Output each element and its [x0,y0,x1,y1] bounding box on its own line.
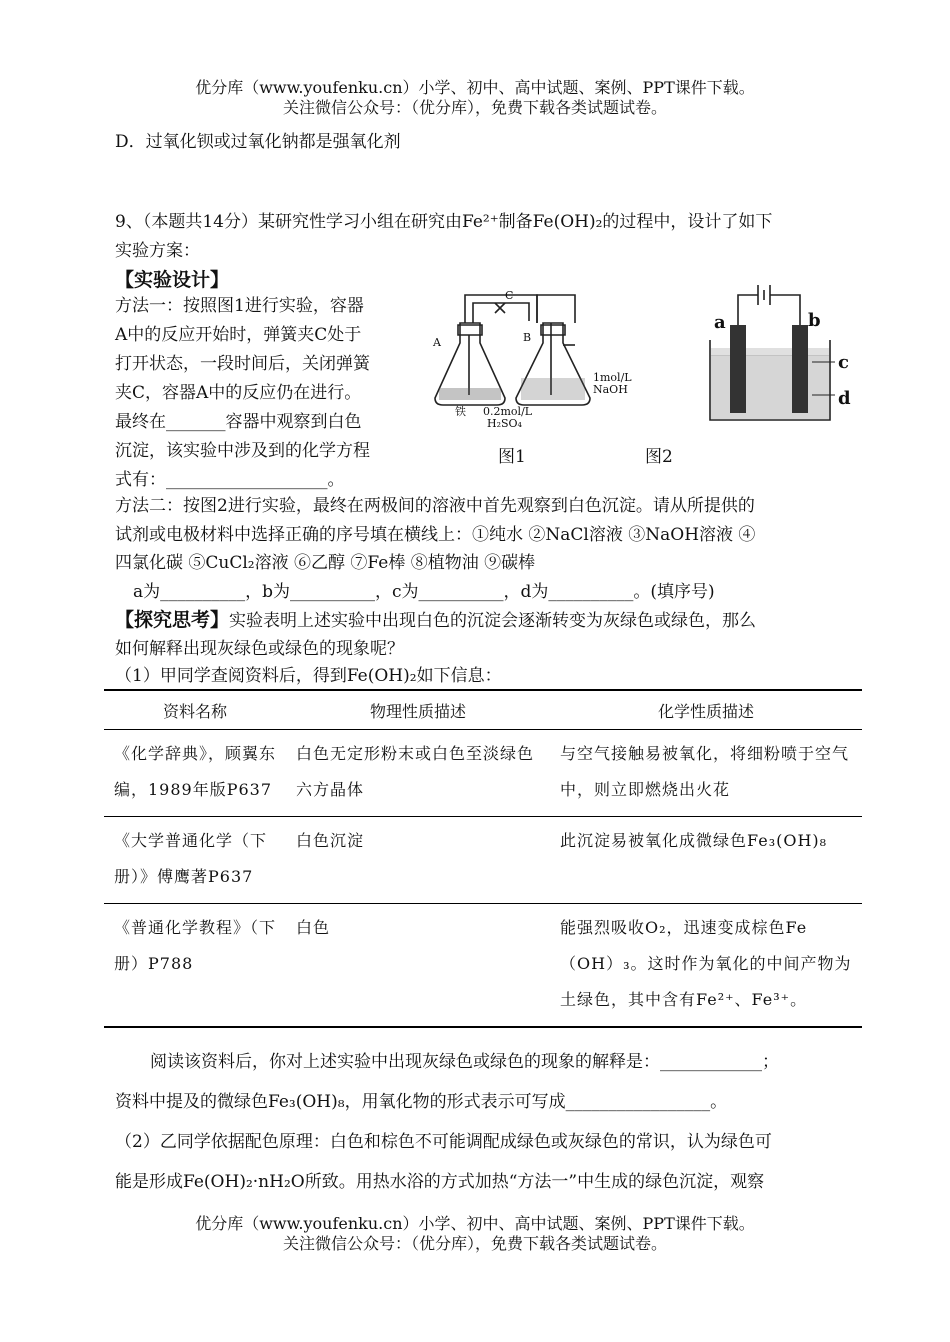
header-line-2: 关注微信公众号：（优分库），免费下载各类试题试卷。 [282,98,667,117]
fig1-naoh-conc: 1mol/L [593,371,632,384]
part2-line-1: （2）乙同学依据配色原理：白色和棕色不可能调配成绿色或灰绿色的常识，认为绿色可 [115,1132,772,1152]
explanation-line-2: 资料中提及的微绿色Fe₃(OH)₈，用氧化物的形式表示可写成_________________。 [115,1092,728,1112]
table-header-row [104,690,862,730]
table-header: 资料名称 [104,690,286,730]
figure-2-caption: 图2 [645,447,673,467]
table-cell: 《大学普通化学（下册）》傅鹰著P637 [104,817,286,904]
method1-line: 沉淀，该实验中涉及到的化学方程 [115,441,370,461]
table-row [104,817,862,904]
feoh2-info-table [104,689,862,1028]
table-cell: 白色 [286,904,550,1028]
method1-line: 方法一：按照图1进行实验，容器 [115,296,364,316]
table-cell: 与空气接触易被氧化，将细粉喷于空气中，则立即燃烧出火花 [550,730,862,817]
design-title: 【实验设计】 [115,269,230,291]
method2-line: 四氯化碳 ⑤CuCl₂溶液 ⑥乙醇 ⑦Fe棒 ⑧植物油 ⑨碳棒 [115,553,536,573]
table-cell: 白色沉淀 [286,817,550,904]
method2-line: 试剂或电极材料中选择正确的序号填在横线上：①纯水 ②NaCl溶液 ③NaOH溶液 ④ [115,525,756,545]
method1-block [115,292,415,495]
fig2-label-d: d [838,388,851,409]
method2-line: 方法二：按图2进行实验，最终在两极间的溶液中首先观察到白色沉淀。请从所提供的 [115,496,755,516]
part1-intro: （1）甲同学查阅资料后，得到Fe(OH)₂如下信息： [115,666,502,686]
figure-1-apparatus [425,283,650,433]
method1-line: 打开状态，一段时间后，关闭弹簧 [115,354,370,374]
table-cell: 《化学辞典》，顾翼东编，1989年版P637 [104,730,286,817]
table-header: 化学性质描述 [550,690,862,730]
table-cell: 白色无定形粉末或白色至淡绿色六方晶体 [286,730,550,817]
fig1-h2so4-conc: 0.2mol/L [483,405,533,418]
explore-line-2: 如何解释出现灰绿色或绿色的现象呢？ [115,639,404,659]
table-header: 物理性质描述 [286,690,550,730]
table-cell: 《普通化学教程》（下册）P788 [104,904,286,1028]
fig2-label-c: c [838,352,849,373]
fig1-h2so4: H₂SO₄ [487,417,522,430]
figure-2-electrolysis [700,280,860,430]
fig2-label-a: a [714,312,726,333]
fig1-label-c: C [505,289,514,302]
explore-line-1: 实验表明上述实验中出现白色的沉淀会逐渐转变为灰绿色或绿色，那么 [229,611,757,631]
footer-line-2: 关注微信公众号：（优分库），免费下载各类试题试卷。 [282,1234,667,1253]
table-cell: 此沉淀易被氧化成微绿色Fe₃(OH)₈ [550,817,862,904]
method2-answers: a为__________，b为__________，c为__________，d为__________。(填序号) [133,582,715,602]
fig1-iron: 铁 [455,405,466,418]
q9-intro-2: 实验方案： [115,241,200,261]
explore-title: 【探究思考】 [115,609,230,631]
method1-line: 式有：___________________。 [115,470,345,490]
method1-line: A中的反应开始时，弹簧夹C处于 [115,325,362,345]
fig1-naoh: NaOH [593,383,628,396]
footer-line-1: 优分库（www.youfenku.cn）小学、初中、高中试题、案例、PPT课件下载。 [195,1214,755,1233]
q9-intro-1: 9、（本题共14分）某研究性学习小组在研究由Fe²⁺制备Fe(OH)₂的过程中，设计了如下 [115,212,773,232]
table-cell: 能强烈吸收O₂，迅速变成棕色Fe（OH）₃。这时作为氧化的中间产物为土绿色，其中含有Fe²⁺、Fe³⁺。 [550,904,862,1028]
part2-line-2: 能是形成Fe(OH)₂·nH₂O所致。用热水浴的方式加热“方法一”中生成的绿色沉淀，观察 [115,1172,765,1192]
header-line-1: 优分库（www.youfenku.cn）小学、初中、高中试题、案例、PPT课件下载。 [195,78,755,97]
table-row [104,904,862,1028]
fig2-label-b: b [808,310,821,331]
fig1-label-a: A [433,336,441,349]
fig1-label-b: B [523,331,532,344]
table-row [104,730,862,817]
option-d: D．过氧化钡或过氧化钠都是强氧化剂 [115,132,401,152]
method1-line: 最终在_______容器中观察到白色 [115,412,362,432]
method1-line: 夹C，容器A中的反应仍在进行。 [115,383,362,403]
figure-1-caption: 图1 [498,447,526,467]
explanation-line-1: 阅读该资料后，你对上述实验中出现灰绿色或绿色的现象的解释是：____________； [150,1052,779,1072]
